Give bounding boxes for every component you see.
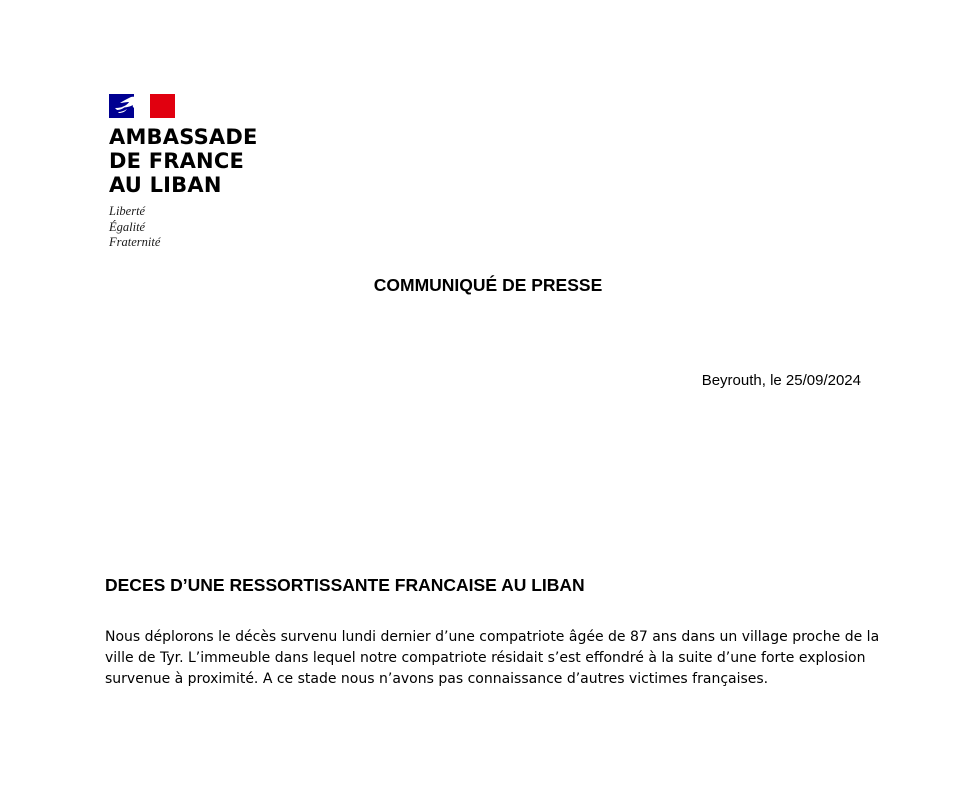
- embassy-name: [109, 125, 279, 197]
- place-and-date: Beyrouth, le 25/09/2024: [701, 372, 861, 389]
- motto-egalite: Égalité: [109, 219, 146, 234]
- embassy-name-line-2: DE FRANCE: [109, 149, 244, 173]
- marianne-flag-icon: [109, 94, 175, 118]
- republic-motto: [109, 204, 279, 251]
- embassy-name-line-3: AU LIBAN: [109, 173, 222, 197]
- body-line: Nous déplorons le décès survenu lundi dernier d’une compatriote âgée de 87 ans dans un village proche de la: [105, 629, 880, 645]
- body-line: ville de Tyr. L’immeuble dans lequel notre compatriote résidait s’est effondré à la suite d’une forte explosion: [105, 650, 866, 666]
- body-line: survenue à proximité. A ce stade nous n’avons pas connaissance d’autres victimes françaises.: [105, 671, 769, 687]
- press-release-headline: DECES D’UNE RESSORTISSANTE FRANCAISE AU LIBAN: [105, 575, 585, 595]
- motto-liberte: Liberté: [109, 204, 146, 218]
- motto-fraternite: Fraternité: [109, 235, 161, 249]
- embassy-name-line-1: AMBASSADE: [109, 125, 258, 149]
- embassy-logo: [109, 94, 279, 251]
- press-release-body: [105, 627, 880, 690]
- document-type-title: COMMUNIQUÉ DE PRESSE: [373, 275, 603, 295]
